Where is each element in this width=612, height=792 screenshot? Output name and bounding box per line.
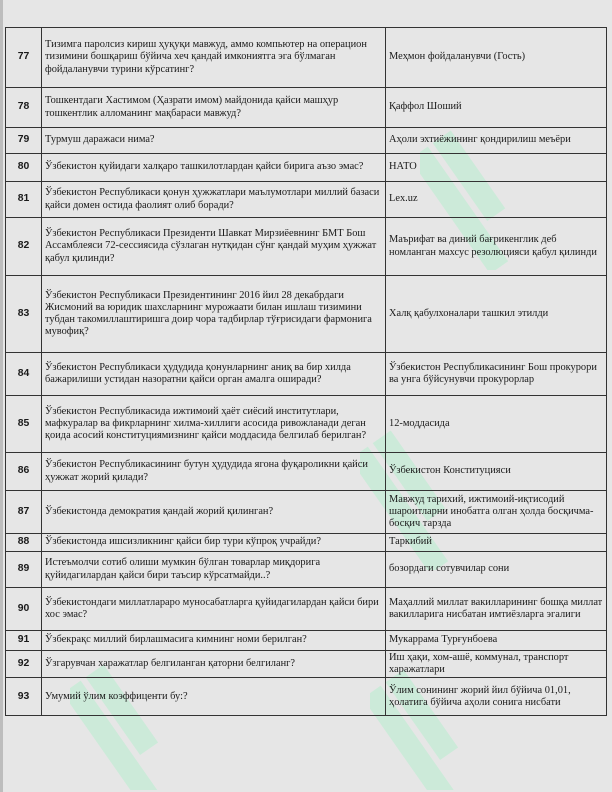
row-number: 82: [6, 218, 42, 276]
table-row: [6, 453, 607, 491]
question-text: Ўзбекистон Республикаси қонун ҳужжатлари маълумотлари миллий базаси қайси домен остида фаолият олиб боради?: [42, 182, 386, 218]
row-number: 81: [6, 182, 42, 218]
row-number: 90: [6, 588, 42, 631]
page-edge-shadow: [0, 0, 3, 792]
row-number: 88: [6, 534, 42, 552]
question-text: Истеъмолчи сотиб олиши мумкин бўлган товарлар миқдорига қуйидагилардан қайси бири таъсир кўрсатмайди..?: [42, 552, 386, 588]
table-row: [6, 396, 607, 453]
question-text: Тизимга паролсиз кириш ҳуқуқи мавжуд, аммо компьютер на операцион тизимини бошқариш бўйича хеч қандай имкониятга эга бўлмаган фойдаланувчи турини кўрсатинг?: [42, 28, 386, 88]
answer-text: Мукаррама Турғунбоева: [386, 631, 607, 651]
table-row: [6, 276, 607, 353]
question-text: Ўзбекистон қуйидаги халқаро ташкилотлардан қайси бирига аъзо эмас?: [42, 154, 386, 182]
question-text: Умумий ўлим коэффиценти бу:?: [42, 678, 386, 716]
answer-text: бозордаги сотувчилар сони: [386, 552, 607, 588]
answer-text: НАТО: [386, 154, 607, 182]
table-row: [6, 154, 607, 182]
question-text: Ўзбекистон Республикаси Президентининг 2016 йил 28 декабрдаги Жисмоний ва юридик шахсларнинг мурожаати билан ишлаш тизимини тубдан такомиллаштиришга доир чора тадбирлар тўғрисидаги фармонига мувофиқ?: [42, 276, 386, 353]
answer-text: Иш ҳақи, хом-ашё, коммунал, транспорт харажатлари: [386, 651, 607, 678]
row-number: 84: [6, 353, 42, 396]
question-text: Ўзбекистон Республикаси Президенти Шавкат Мирзиёевнинг БМТ Бош Ассамблеяси 72-сессиясида сўзлаган нутқидан сўнг қандай муҳим ҳужжат қабул қилинди?: [42, 218, 386, 276]
answer-text: 12-моддасида: [386, 396, 607, 453]
answer-text: Ўзбекистон Конституцияси: [386, 453, 607, 491]
answer-text: Халқ қабулхоналари ташкил этилди: [386, 276, 607, 353]
table-row: [6, 534, 607, 552]
table-row: [6, 651, 607, 678]
row-number: 93: [6, 678, 42, 716]
answer-text: Ўзбекистон Республикасининг Бош прокурори ва унга бўйсунувчи прокурорлар: [386, 353, 607, 396]
row-number: 78: [6, 88, 42, 128]
table-row: [6, 588, 607, 631]
table-row: [6, 128, 607, 154]
question-text: Ўзбекистон Республикасида ижтимоий ҳаёт сиёсий институтлари, мафкуралар ва фикрларнинг хилма-хиллиги асосида ривожланади деган қоида асосий конституциямизнинг қайси моддасида белгилаб берилган?: [42, 396, 386, 453]
table-row: [6, 28, 607, 88]
row-number: 85: [6, 396, 42, 453]
question-text: Ўзбекистонда демократия қандай жорий қилинган?: [42, 491, 386, 534]
answer-text: Аҳоли эхтиёжининг қондирилиш меъёри: [386, 128, 607, 154]
row-number: 77: [6, 28, 42, 88]
answer-text: Меҳмон фойдаланувчи (Гость): [386, 28, 607, 88]
table-row: [6, 678, 607, 716]
answer-text: Lex.uz: [386, 182, 607, 218]
answer-text: Ўлим сонининг жорий йил бўйича 01,01, ҳолатига бўйича аҳоли сонига нисбати: [386, 678, 607, 716]
question-text: Ўзбекистон Республикаси ҳудудида қонунларнинг аниқ ва бир хилда бажарилиши устидан назоратни қайси орган амалга оширади?: [42, 353, 386, 396]
question-text: Ўзбекистон Республикасининг бутун ҳудудида ягона фуқароликни қайси ҳужжат жорий қилади?: [42, 453, 386, 491]
row-number: 87: [6, 491, 42, 534]
table-row: [6, 218, 607, 276]
table-row: [6, 491, 607, 534]
row-number: 91: [6, 631, 42, 651]
question-text: Ўзбекрақс миллий бирлашмасига кимнинг номи берилган?: [42, 631, 386, 651]
row-number: 89: [6, 552, 42, 588]
questions-table: [5, 27, 607, 716]
answer-text: Мавжуд тарихий, ижтимоий-иқтисодий шароитларни инобатга олган ҳолда босқичма-босқич тарзда: [386, 491, 607, 534]
question-text: Ўзбекистонда ишсизликнинг қайси бир тури кўпроқ учрайди?: [42, 534, 386, 552]
question-text: Ўзгарувчан харажатлар белгиланган қаторни белгиланг?: [42, 651, 386, 678]
answer-text: Таркибий: [386, 534, 607, 552]
row-number: 92: [6, 651, 42, 678]
answer-text: Маҳаллий миллат вакилларининг бошқа миллат вакилларига нисбатан имтиёзларга эгалиги: [386, 588, 607, 631]
answer-text: Маърифат ва диний бағрикенглик деб номланган махсус резолюцияси қабул қилинди: [386, 218, 607, 276]
table-row: [6, 88, 607, 128]
question-text: Турмуш даражаси нима?: [42, 128, 386, 154]
question-text: Тошкентдаги Хастимом (Ҳазрати имом) майдонида қайси машҳур тошкентлик алломанинг мақбараси мавжуд?: [42, 88, 386, 128]
question-text: Ўзбекистондаги миллатлараро муносабатларга қуйидагилардан қайси бири хос эмас?: [42, 588, 386, 631]
table-row: [6, 182, 607, 218]
row-number: 86: [6, 453, 42, 491]
row-number: 80: [6, 154, 42, 182]
row-number: 83: [6, 276, 42, 353]
table-row: [6, 631, 607, 651]
row-number: 79: [6, 128, 42, 154]
answer-text: Қаффол Шоший: [386, 88, 607, 128]
table-row: [6, 353, 607, 396]
table-row: [6, 552, 607, 588]
